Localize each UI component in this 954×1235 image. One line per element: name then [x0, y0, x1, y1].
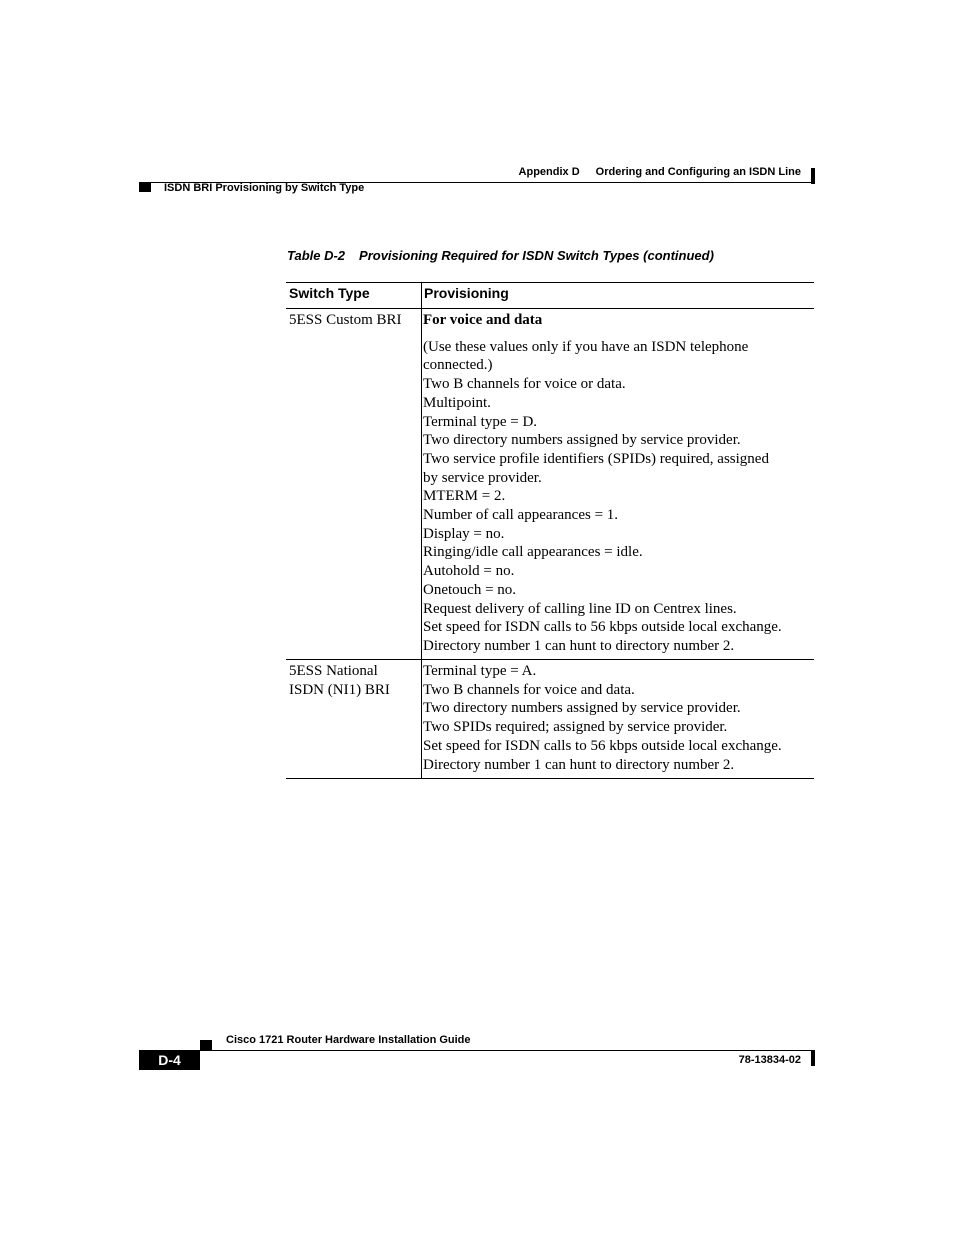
page-number: D-4 [139, 1050, 200, 1070]
provisioning-line: Two service profile identifiers (SPIDs) required, assigned [423, 450, 769, 467]
provisioning-line: Two B channels for voice and data. [423, 681, 635, 698]
column-header-switch-type: Switch Type [289, 285, 370, 301]
provisioning-line: Ringing/idle call appearances = idle. [423, 544, 643, 561]
provisioning-line: Onetouch = no. [423, 581, 517, 598]
switch-type-line: 5ESS National [289, 663, 378, 679]
table-row-rule [286, 659, 814, 660]
table-column-divider [421, 282, 422, 778]
table-caption-title: Provisioning Required for ISDN Switch Types (continued) [359, 248, 714, 263]
provisioning-line: Terminal type = D. [423, 413, 538, 430]
table-caption [287, 248, 714, 263]
provisioning-line: MTERM = 2. [423, 488, 506, 505]
provisioning-line: by service provider. [423, 469, 542, 486]
provisioning-line: Autohold = no. [423, 563, 515, 580]
table-row-1-switch-type [289, 311, 402, 330]
doc-number: 78-13834-02 [738, 1054, 801, 1066]
table-row-1-provisioning [423, 311, 782, 656]
guide-title: Cisco 1721 Router Hardware Installation Guide [226, 1034, 471, 1046]
provisioning-line: Two directory numbers assigned by service provider. [423, 700, 741, 717]
provisioning-line: Two directory numbers assigned by service provider. [423, 432, 741, 449]
provisioning-line: Directory number 1 can hunt to directory number 2. [423, 637, 735, 654]
header-marker [139, 182, 151, 192]
provisioning-line: Set speed for ISDN calls to 56 kbps outside local exchange. [423, 737, 782, 754]
switch-type-line: ISDN (NI1) BRI [289, 681, 390, 698]
provisioning-line: Multipoint. [423, 394, 491, 411]
provisioning-line: Directory number 1 can hunt to directory number 2. [423, 756, 735, 773]
provisioning-line: Number of call appearances = 1. [423, 507, 619, 524]
table-header-rule [286, 308, 814, 309]
column-header-provisioning: Provisioning [424, 285, 509, 301]
table-bottom-rule [286, 778, 814, 779]
provisioning-line: (Use these values only if you have an ISDN telephone [423, 338, 749, 355]
provisioning-line: Terminal type = A. [423, 663, 537, 679]
table-top-rule [286, 282, 814, 283]
footer-edge-bar [811, 1051, 815, 1066]
provisioning-heading: For voice and data [423, 312, 543, 328]
provisioning-line: Two B channels for voice or data. [423, 376, 626, 393]
table-caption-label: Table D-2 [287, 248, 346, 263]
provisioning-line: Set speed for ISDN calls to 56 kbps outside local exchange. [423, 619, 782, 636]
table-row-2-provisioning [423, 662, 782, 774]
switch-type-line: 5ESS Custom BRI [289, 312, 402, 328]
table-row-2-switch-type [289, 662, 390, 699]
appendix-label: Appendix D [518, 166, 580, 178]
chapter-title: Ordering and Configuring an ISDN Line [595, 166, 801, 178]
provisioning-line: Display = no. [423, 525, 505, 542]
provisioning-line: Request delivery of calling line ID on Centrex lines. [423, 600, 737, 617]
provisioning-line: connected.) [423, 357, 493, 374]
section-title: ISDN BRI Provisioning by Switch Type [164, 182, 365, 194]
running-header [519, 166, 801, 178]
footer-rule [200, 1050, 815, 1051]
provisioning-line: Two SPIDs required; assigned by service provider. [423, 719, 728, 736]
